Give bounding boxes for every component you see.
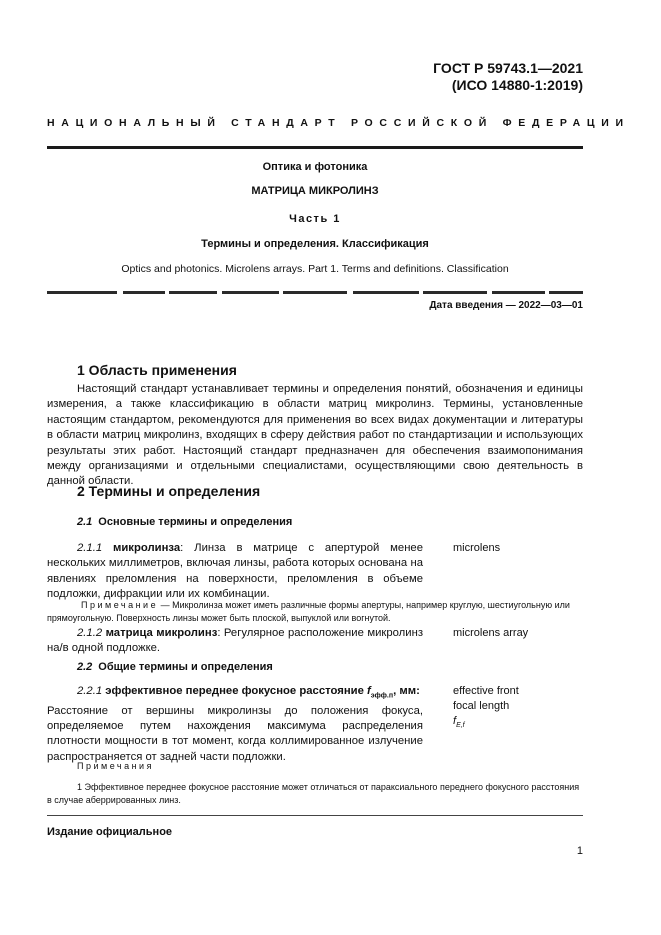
term-2-1-1-number: 2.1.1 (77, 542, 103, 554)
note-1: 1 Эффективное переднее фокусное расстояние может отличаться от параксиального переднего фокусного расстояния в случае аберрированных линз. (47, 782, 580, 805)
notes-label: Примечания (77, 761, 154, 771)
page-number: 1 (576, 845, 583, 857)
section-1-paragraph: Настоящий стандарт устанавливает термины и определения понятий, обозначения и единицы измерения, а также классификацию в области матриц микролинз. Термины, установленные настоящим стандартом, рекомендуются для применения во всех видах документации и литературы в области матриц микролинз, входящих в сферу действия работ по стандартизации и использующих результаты этих работ. Настоящий стандарт предназначен для обеспечения взаимопонимания между организациями и отдельными специалистами, осуществляющими свою деятельность в данной области. (47, 383, 583, 488)
official-edition: Издание официальное (47, 826, 173, 838)
document-subtitle: Термины и определения. Классификация (201, 238, 429, 250)
english-title: Optics and photonics. Microlens arrays. Part 1. Terms and definitions. Classification (121, 263, 509, 275)
term-2-2-1-symbol: f (367, 685, 371, 697)
term-2-1-1-definition: : Линза в матрице с апертурой менее нескольких миллиметров, включая линзы, работа которых основана на явлениях преломления на поверхности, преломления в объеме подложки, дифракции или их комбинации. (47, 542, 423, 601)
gost-number: ГОСТ Р 59743.1—2021 (433, 60, 583, 76)
part-label: Часть 1 (289, 213, 341, 225)
field-title: Оптика и фотоника (262, 161, 368, 173)
note-2-1-1-text: — Микролинза может иметь различные формы апертуры, например круглую, шестиугольную или прямоугольную. Поверхность линзы может быть плоской, выпуклой или вогнутой. (47, 600, 570, 623)
standard-designation (433, 60, 583, 94)
term-2-1-2-number: 2.1.2 (77, 627, 103, 639)
section-1-heading: 1 Область применения (77, 362, 237, 378)
national-standard-banner: НАЦИОНАЛЬНЫЙ СТАНДАРТ РОССИЙСКОЙ ФЕДЕРАЦИИ (47, 117, 630, 129)
term-2-2-1-unit: , мм: (393, 685, 420, 697)
introduction-date: Дата введения — 2022—03—01 (429, 300, 583, 311)
term-2-2-1-term: эффективное переднее фокусное расстояние (105, 685, 368, 697)
term-2-2-1-english-symbol: f (453, 715, 457, 727)
term-2-2-1-definition: Расстояние от вершины микролинзы до положения фокуса, определяемое путем нахождения максимума распределения плотности мощности в тот момент, когда коллимированное излучение распространяется от задней части подложки. (47, 704, 423, 763)
term-2-2-1-english-line2: focal length (453, 700, 510, 712)
term-2-1-1 (47, 541, 423, 603)
note-2-1-1-label: Примечание (81, 600, 159, 610)
footer-rule (47, 815, 583, 816)
term-2-1-1-term: микролинза (113, 542, 181, 554)
term-2-1-2-definition: : Регулярное расположение микролинз на/в одной подложке. (47, 627, 423, 655)
term-2-1-2 (47, 626, 423, 657)
term-2-1-1-english: microlens (453, 542, 501, 554)
iso-number: (ИСО 14880-1:2019) (451, 77, 583, 93)
document-title: МАТРИЦА МИКРОЛИНЗ (251, 185, 379, 197)
header-rule (47, 146, 583, 149)
subsection-2-2-title: Общие термины и определения (98, 661, 273, 673)
subsection-2-2-heading (77, 661, 273, 673)
subsection-2-1-number: 2.1 (77, 516, 93, 528)
term-2-2-1 (47, 684, 423, 765)
term-2-2-1-english (453, 684, 519, 733)
title-rule (47, 291, 583, 294)
section-2-heading: 2 Термины и определения (77, 483, 261, 499)
note-2-1-1 (47, 599, 583, 624)
subsection-2-2-number: 2.2 (77, 661, 93, 673)
subsection-2-1-heading (77, 516, 292, 528)
term-2-2-1-english-line1: effective front (453, 685, 519, 697)
term-2-2-1-number: 2.2.1 (77, 685, 103, 697)
term-2-1-2-english: microlens array (453, 627, 529, 639)
term-2-2-1-symbol-sub: эфф.п (370, 692, 394, 700)
term-2-1-2-term: матрица микролинз (105, 627, 218, 639)
subsection-2-1-title: Основные термины и определения (98, 516, 293, 528)
term-2-2-1-english-symbol-sub: E,f (456, 722, 465, 730)
